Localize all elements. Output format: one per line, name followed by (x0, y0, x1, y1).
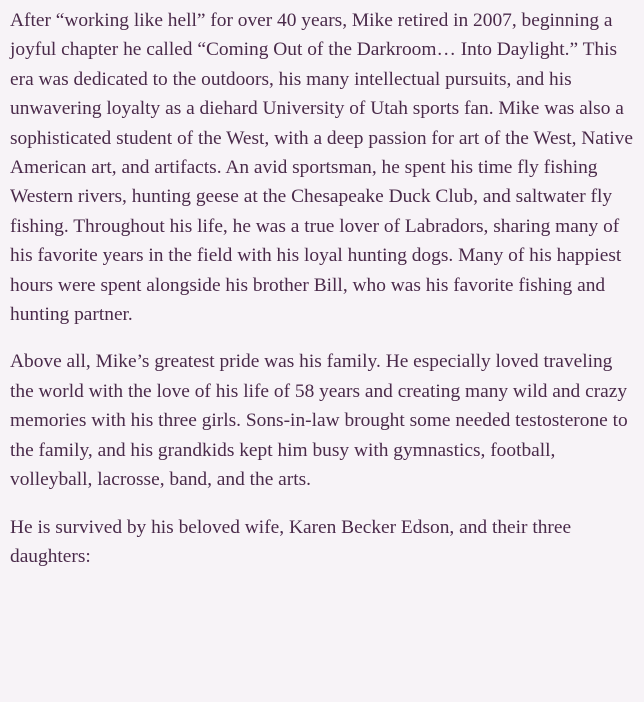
paragraph-retirement: After “working like hell” for over 40 years, Mike retired in 2007, beginning a joyful chapter he called “Coming Out of the Darkroom… Into Daylight.” This era was dedicated to the outdoors, his many intellectual pursuits, and his unwavering loyalty as a diehard University of Utah sports fan. Mike was also a sophisticated student of the West, with a deep passion for art of the West, Native American art, and artifacts. An avid sportsman, he spent his time fly fishing Western rivers, hunting geese at the Chesapeake Duck Club, and saltwater fly fishing. Throughout his life, he was a true lover of Labradors, sharing many of his favorite years in the field with his loyal hunting dogs. Many of his happiest hours were spent alongside his brother Bill, who was his favorite fishing and hunting partner. (10, 10, 633, 326)
paragraph-family: Above all, Mike’s greatest pride was his family. He especially loved traveling the world with the love of his life of 58 years and creating many wild and crazy memories with his three girls. Sons-in-law brought some needed testosterone to the family, and his grandkids kept him busy with gymnastics, football, volleyball, lacrosse, band, and the arts. (10, 351, 628, 491)
article-body (10, 6, 640, 571)
paragraph-survivors: He is survived by his beloved wife, Karen Becker Edson, and their three daughters: (10, 516, 572, 567)
